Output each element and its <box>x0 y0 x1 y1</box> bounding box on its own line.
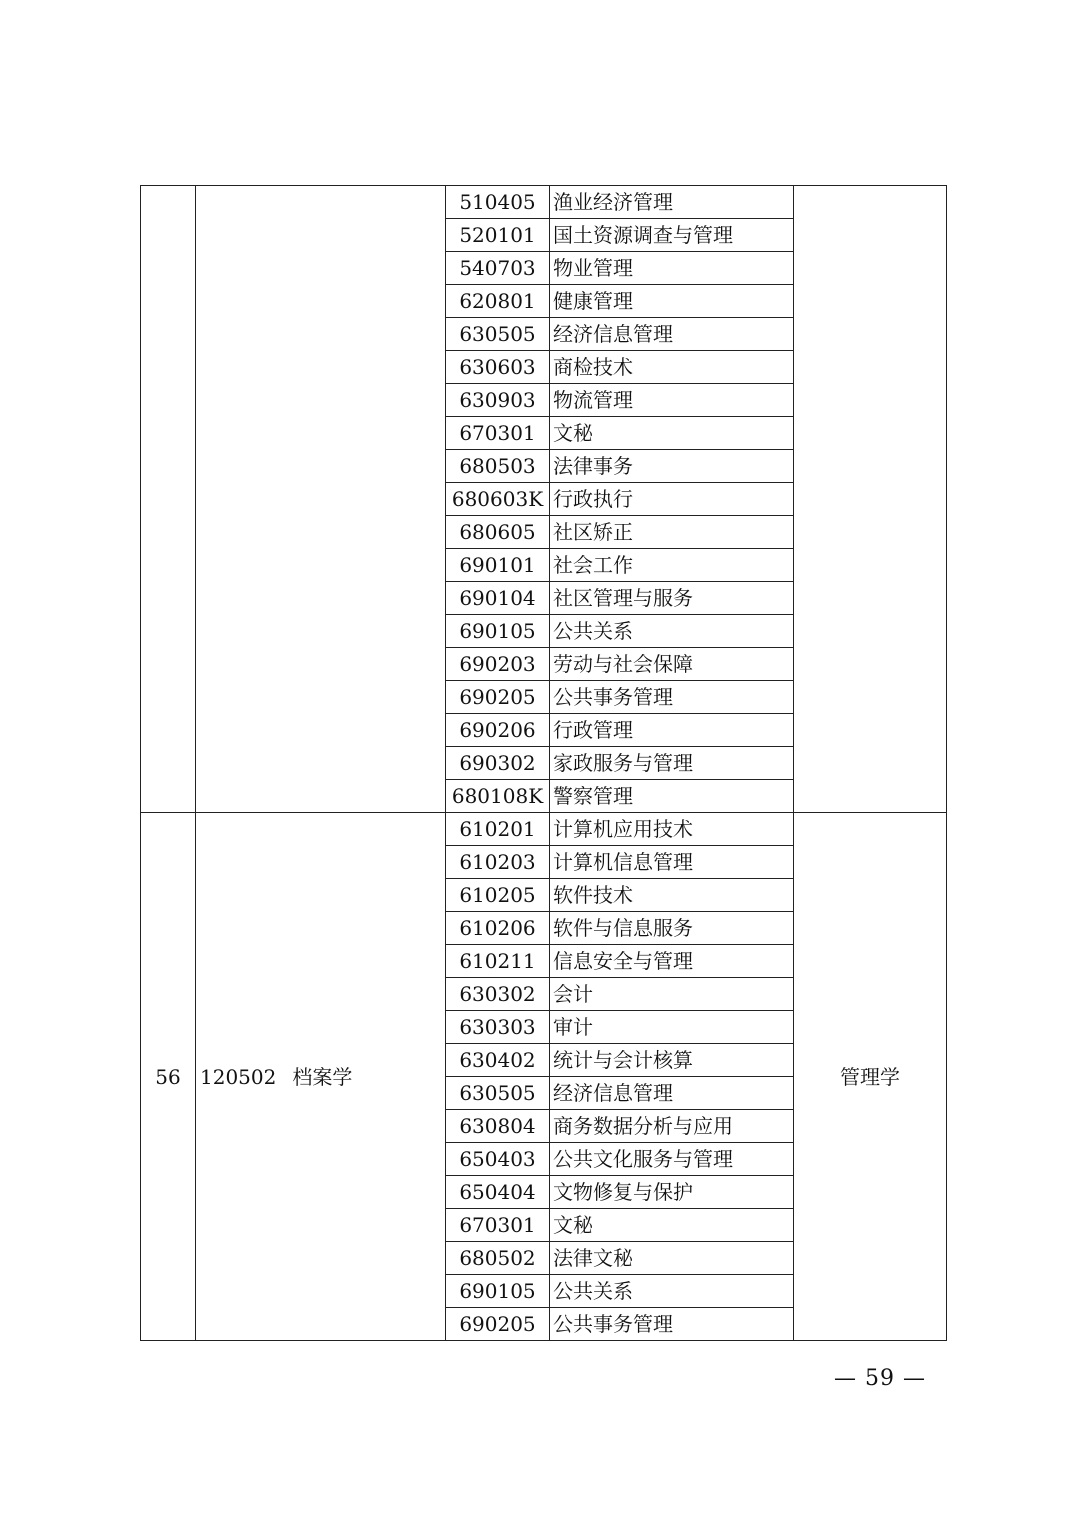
vocational-name-cell: 会计 <box>550 978 794 1011</box>
vocational-code-cell: 680605 <box>446 516 550 549</box>
vocational-code-cell: 630505 <box>446 1077 550 1110</box>
vocational-name-cell: 经济信息管理 <box>550 1077 794 1110</box>
vocational-name-cell: 文秘 <box>550 1209 794 1242</box>
vocational-name-cell: 渔业经济管理 <box>550 186 794 219</box>
vocational-name-cell: 经济信息管理 <box>550 318 794 351</box>
vocational-code-cell: 690205 <box>446 681 550 714</box>
vocational-code-cell: 630804 <box>446 1110 550 1143</box>
table-row <box>141 186 947 219</box>
vocational-code-cell: 610205 <box>446 879 550 912</box>
page-number: — 59 — <box>834 1366 926 1391</box>
vocational-name-cell: 劳动与社会保障 <box>550 648 794 681</box>
vocational-name-cell: 商务数据分析与应用 <box>550 1110 794 1143</box>
vocational-name-cell: 警察管理 <box>550 780 794 813</box>
vocational-name-cell: 社会工作 <box>550 549 794 582</box>
vocational-name-cell: 物流管理 <box>550 384 794 417</box>
vocational-code-cell: 630402 <box>446 1044 550 1077</box>
undergraduate-major-cell <box>196 813 446 1341</box>
vocational-code-cell: 680503 <box>446 450 550 483</box>
vocational-code-cell: 690105 <box>446 1275 550 1308</box>
vocational-code-cell: 690206 <box>446 714 550 747</box>
vocational-name-cell: 公共关系 <box>550 1275 794 1308</box>
vocational-code-cell: 630603 <box>446 351 550 384</box>
section-number-cell <box>141 186 196 813</box>
vocational-code-cell: 610211 <box>446 945 550 978</box>
vocational-code-cell: 690104 <box>446 582 550 615</box>
vocational-name-cell: 公共关系 <box>550 615 794 648</box>
major-table-body <box>141 186 947 1341</box>
vocational-name-cell: 商检技术 <box>550 351 794 384</box>
undergraduate-major-cell <box>196 186 446 813</box>
vocational-name-cell: 健康管理 <box>550 285 794 318</box>
vocational-code-cell: 610203 <box>446 846 550 879</box>
vocational-name-cell: 社区管理与服务 <box>550 582 794 615</box>
vocational-name-cell: 物业管理 <box>550 252 794 285</box>
discipline-category-cell: 管理学 <box>794 813 947 1341</box>
vocational-name-cell: 统计与会计核算 <box>550 1044 794 1077</box>
vocational-name-cell: 软件与信息服务 <box>550 912 794 945</box>
vocational-code-cell: 690302 <box>446 747 550 780</box>
vocational-name-cell: 家政服务与管理 <box>550 747 794 780</box>
vocational-code-cell: 670301 <box>446 1209 550 1242</box>
vocational-name-cell: 法律文秘 <box>550 1242 794 1275</box>
table-row <box>141 813 947 846</box>
vocational-code-cell: 690101 <box>446 549 550 582</box>
vocational-name-cell: 社区矫正 <box>550 516 794 549</box>
vocational-code-cell: 630303 <box>446 1011 550 1044</box>
vocational-name-cell: 计算机信息管理 <box>550 846 794 879</box>
vocational-name-cell: 信息安全与管理 <box>550 945 794 978</box>
vocational-code-cell: 620801 <box>446 285 550 318</box>
vocational-code-cell: 610206 <box>446 912 550 945</box>
vocational-code-cell: 630903 <box>446 384 550 417</box>
vocational-code-cell: 690105 <box>446 615 550 648</box>
vocational-code-cell: 650403 <box>446 1143 550 1176</box>
vocational-code-cell: 520101 <box>446 219 550 252</box>
major-code: 120502 <box>200 1064 277 1089</box>
vocational-code-cell: 630505 <box>446 318 550 351</box>
vocational-code-cell: 680603K <box>446 483 550 516</box>
vocational-name-cell: 法律事务 <box>550 450 794 483</box>
vocational-name-cell: 行政管理 <box>550 714 794 747</box>
vocational-code-cell: 670301 <box>446 417 550 450</box>
section-number-cell: 56 <box>141 813 196 1341</box>
vocational-name-cell: 文秘 <box>550 417 794 450</box>
vocational-name-cell: 审计 <box>550 1011 794 1044</box>
vocational-code-cell: 630302 <box>446 978 550 1011</box>
vocational-name-cell: 公共文化服务与管理 <box>550 1143 794 1176</box>
vocational-code-cell: 690203 <box>446 648 550 681</box>
vocational-code-cell: 510405 <box>446 186 550 219</box>
major-name: 档案学 <box>292 1064 353 1089</box>
vocational-code-cell: 540703 <box>446 252 550 285</box>
vocational-name-cell: 行政执行 <box>550 483 794 516</box>
vocational-code-cell: 690205 <box>446 1308 550 1341</box>
vocational-name-cell: 公共事务管理 <box>550 681 794 714</box>
vocational-code-cell: 650404 <box>446 1176 550 1209</box>
vocational-name-cell: 计算机应用技术 <box>550 813 794 846</box>
vocational-code-cell: 610201 <box>446 813 550 846</box>
vocational-code-cell: 680502 <box>446 1242 550 1275</box>
vocational-name-cell: 文物修复与保护 <box>550 1176 794 1209</box>
vocational-code-cell: 680108K <box>446 780 550 813</box>
major-table <box>140 185 947 1341</box>
vocational-name-cell: 公共事务管理 <box>550 1308 794 1341</box>
vocational-name-cell: 国土资源调查与管理 <box>550 219 794 252</box>
discipline-category-cell <box>794 186 947 813</box>
vocational-name-cell: 软件技术 <box>550 879 794 912</box>
